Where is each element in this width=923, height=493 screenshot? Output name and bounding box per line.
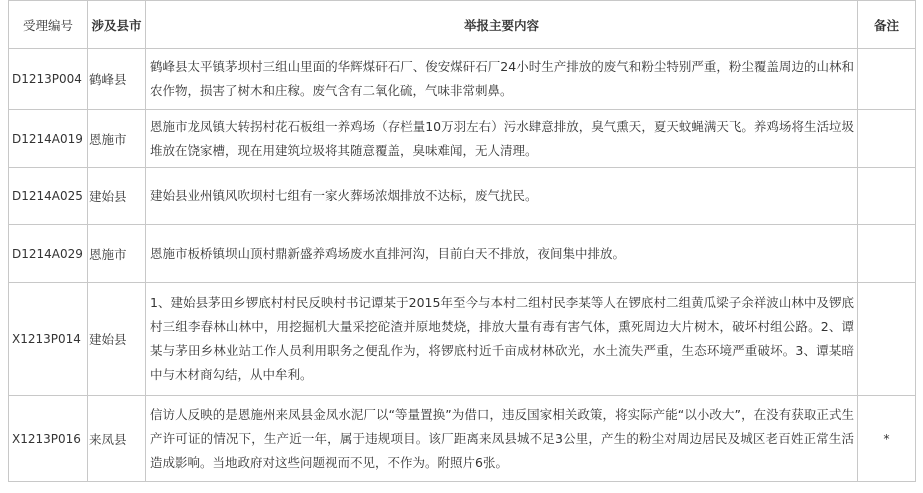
cell-id: D1214A025 xyxy=(9,168,88,225)
cell-content: 恩施市板桥镇坝山顶村鼎新盛养鸡场废水直排河沟，目前白天不排放，夜间集中排放。 xyxy=(146,225,858,283)
cell-note: * xyxy=(858,396,916,482)
table-header-row xyxy=(9,1,916,49)
cell-county: 鹤峰县 xyxy=(88,49,146,110)
cell-note xyxy=(858,110,916,168)
cell-content: 鹤峰县太平镇茅坝村三组山里面的华辉煤矸石厂、俊安煤矸石厂24小时生产排放的废气和粉尘特别严重，粉尘覆盖周边的山林和农作物，损害了树木和庄稼。废气含有二氧化硫，气味非常刺鼻。 xyxy=(146,49,858,110)
cell-id: X1213P016 xyxy=(9,396,88,482)
cell-note xyxy=(858,283,916,396)
complaint-table xyxy=(8,0,916,482)
cell-id: X1213P014 xyxy=(9,283,88,396)
header-county: 涉及县市 xyxy=(88,1,146,49)
table-row xyxy=(9,283,916,396)
cell-county: 建始县 xyxy=(88,283,146,396)
header-content: 举报主要内容 xyxy=(146,1,858,49)
cell-county: 建始县 xyxy=(88,168,146,225)
cell-content: 建始县业州镇风吹坝村七组有一家火葬场浓烟排放不达标，废气扰民。 xyxy=(146,168,858,225)
table-row xyxy=(9,168,916,225)
cell-note xyxy=(858,225,916,283)
cell-content: 信访人反映的是恩施州来凤县金凤水泥厂以“等量置换”为借口，违反国家相关政策，将实际产能“以小改大”，在没有获取正式生产许可证的情况下，生产近一年，属于违规项目。该厂距离来凤县城不足3公里，产生的粉尘对周边居民及城区老百姓正常生活造成影响。当地政府对这些问题视而不见，不作为。附照片6张。 xyxy=(146,396,858,482)
cell-county: 恩施市 xyxy=(88,225,146,283)
cell-content: 恩施市龙凤镇大转拐村花石板组一养鸡场（存栏量10万羽左右）污水肆意排放，臭气熏天，夏天蚊蝇满天飞。养鸡场将生活垃圾堆放在饶家槽，现在用建筑垃圾将其随意覆盖，臭味难闻，无人清理。 xyxy=(146,110,858,168)
cell-note xyxy=(858,49,916,110)
header-id: 受理编号 xyxy=(9,1,88,49)
cell-id: D1214A019 xyxy=(9,110,88,168)
header-note: 备注 xyxy=(858,1,916,49)
cell-county: 恩施市 xyxy=(88,110,146,168)
table-row xyxy=(9,396,916,482)
table-row xyxy=(9,110,916,168)
cell-content: 1、建始县茅田乡锣底村村民反映村书记谭某于2015年至今与本村二组村民李某等人在锣底村二组黄瓜梁子余祥波山林中及锣底村三组李春林山林中，用挖掘机大量采挖砣渣并原地焚烧，排放大量有毒有害气体，熏死周边大片树木，破坏村组公路。2、谭某与茅田乡林业站工作人员利用职务之便乱作为，将锣底村近千亩成材林砍光，水土流失严重，生态环境严重破坏。3、谭某暗中与木材商勾结，从中牟利。 xyxy=(146,283,858,396)
cell-id: D1214A029 xyxy=(9,225,88,283)
cell-note xyxy=(858,168,916,225)
cell-id: D1213P004 xyxy=(9,49,88,110)
table-row xyxy=(9,225,916,283)
table-row xyxy=(9,49,916,110)
cell-county: 来凤县 xyxy=(88,396,146,482)
